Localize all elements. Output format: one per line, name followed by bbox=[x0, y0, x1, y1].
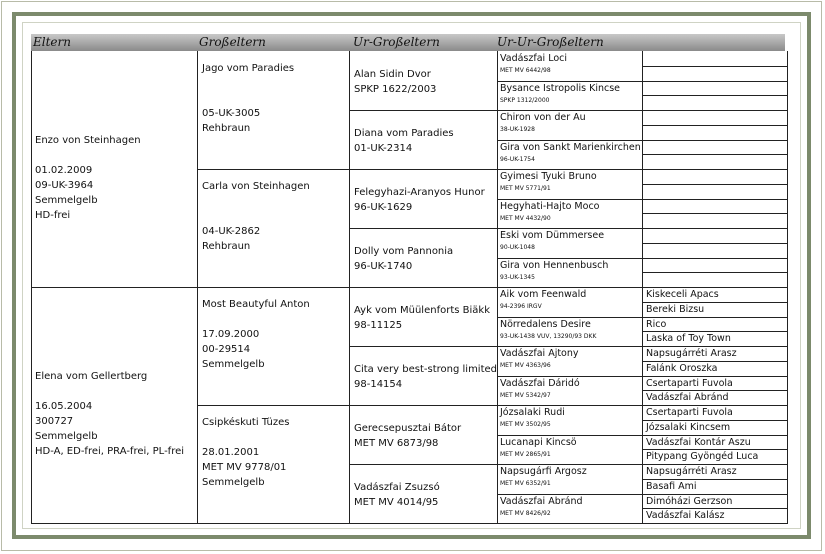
grid-line-row bbox=[497, 317, 788, 318]
great-grandparent-7-line: Gerecsepusztai Bátor bbox=[354, 423, 462, 434]
parent-1-line: 09-UK-3964 bbox=[35, 180, 94, 191]
parent-2-line: 300727 bbox=[35, 416, 74, 427]
grandparent-1-line: 05-UK-3005 bbox=[202, 108, 261, 119]
great-grandparent-6-line: Cita very best-strong limited bbox=[354, 364, 498, 375]
grid-line-subrow bbox=[642, 184, 788, 185]
grid-line-subrow bbox=[642, 243, 788, 244]
ggg-registration: 93-UK-1345 bbox=[500, 274, 535, 281]
parent-1-line: Semmelgelb bbox=[35, 195, 98, 206]
grandparent-2 bbox=[202, 179, 310, 254]
parent-1-line: HD-frei bbox=[35, 210, 71, 221]
header-grandparents: Großeltern bbox=[199, 35, 266, 49]
ggg-registration: 93-UK-1438 VUV, 13290/93 DKK bbox=[500, 333, 597, 340]
parent-2-line: HD-A, ED-frei, PRA-frei, PL-frei bbox=[35, 446, 185, 457]
great-grandparent-1-line: Alan Sidin Dvor bbox=[354, 69, 431, 80]
parent-2-line: Semmelgelb bbox=[35, 431, 98, 442]
ggg-name: Nörredalens Desire bbox=[500, 319, 591, 330]
grid-line-row bbox=[497, 140, 788, 141]
grandparent-1-line bbox=[202, 76, 294, 91]
ggg-registration: MET MV 4432/90 bbox=[500, 215, 551, 222]
grandparent-3 bbox=[202, 297, 310, 372]
grandparent-4 bbox=[202, 415, 290, 490]
ggg-registration: 96-UK-1754 bbox=[500, 156, 535, 163]
parent-1 bbox=[35, 133, 141, 223]
great-grandparent-6 bbox=[354, 362, 497, 392]
grid-line-subrow bbox=[642, 125, 788, 126]
grid-line-row bbox=[497, 258, 788, 259]
ggg-registration: 94-2396 IRGV bbox=[500, 303, 542, 310]
gen5-name: Pitypang Gyöngéd Luca bbox=[646, 451, 759, 462]
great-grandparent-5-line: 98-11125 bbox=[354, 320, 403, 331]
grid-line-row bbox=[497, 494, 788, 495]
grandparent-2-line: Carla von Steinhagen bbox=[202, 181, 310, 192]
grandparent-4-line bbox=[202, 430, 290, 445]
great-grandparent-7-line: MET MV 6873/98 bbox=[354, 438, 439, 449]
ggg-name: Gira von Hennenbusch bbox=[500, 260, 609, 271]
great-grandparent-4 bbox=[354, 244, 453, 274]
great-grandparent-4-line: Dolly vom Pannonia bbox=[354, 246, 454, 257]
gen5-name: Csertaparti Fuvola bbox=[646, 407, 733, 418]
ggg-registration: MET MV 6352/91 bbox=[500, 480, 551, 487]
great-grandparent-5-line: Ayk vom Müülenforts Biäkk bbox=[354, 305, 490, 316]
ggg-registration: MET MV 3502/95 bbox=[500, 421, 551, 428]
ggg-registration: MET MV 5342/97 bbox=[500, 392, 551, 399]
great-grandparent-2-line: Diana vom Paradies bbox=[354, 128, 454, 139]
great-grandparent-2 bbox=[354, 126, 454, 156]
ggg-name: Józsalaki Rudi bbox=[500, 407, 565, 418]
gen5-name: Napsugárréti Arasz bbox=[646, 348, 737, 359]
gen5-name: Laska of Toy Town bbox=[646, 333, 731, 344]
ggg-name: Vadászfai Abránd bbox=[500, 496, 583, 507]
grandparent-4-line: 28.01.2001 bbox=[202, 447, 260, 458]
great-grandparent-1 bbox=[354, 67, 436, 97]
grandparent-3-line: Semmelgelb bbox=[202, 359, 265, 370]
great-grandparent-4-line: 96-UK-1740 bbox=[354, 261, 413, 272]
gen5-name: Napsugárréti Arasz bbox=[646, 466, 737, 477]
grandparent-3-line: 17.09.2000 bbox=[202, 329, 260, 340]
grid-line-row bbox=[497, 199, 788, 200]
grid-line-subrow bbox=[642, 66, 788, 67]
parent-1-line bbox=[35, 148, 141, 163]
ggg-registration: MET MV 5771/91 bbox=[500, 185, 551, 192]
grid-line-subrow bbox=[642, 154, 788, 155]
ggg-name: Chiron von der Au bbox=[500, 112, 586, 123]
ggg-name: Hegyhati-Hajto Moco bbox=[500, 201, 600, 212]
gen5-name: Vadászfai Kontár Aszu bbox=[646, 437, 751, 448]
grandparent-2-line bbox=[202, 194, 310, 209]
grandparent-1 bbox=[202, 61, 294, 136]
ggg-registration: MET MV 8426/92 bbox=[500, 510, 551, 517]
grid-line-row bbox=[349, 110, 788, 111]
ggg-name: Lucanapi Kincsö bbox=[500, 437, 577, 448]
gen5-name: Kiskeceli Apacs bbox=[646, 289, 719, 300]
grandparent-2-line: Rehbraun bbox=[202, 241, 251, 252]
grandparent-3-line: 00-29514 bbox=[202, 344, 251, 355]
gen5-name: Vadászfai Kalász bbox=[646, 510, 725, 521]
gen5-name: Csertaparti Fuvola bbox=[646, 378, 733, 389]
great-grandparent-1-line: SPKP 1622/2003 bbox=[354, 84, 437, 95]
great-grandparent-8-line: MET MV 4014/95 bbox=[354, 497, 439, 508]
great-grandparent-8-line: Vadászfai Zsuzsó bbox=[354, 482, 440, 493]
great-grandparent-6-line: 98-14154 bbox=[354, 379, 403, 390]
pedigree-header-bar bbox=[31, 34, 785, 51]
grandparent-4-line: MET MV 9778/01 bbox=[202, 462, 287, 473]
great-grandparent-5 bbox=[354, 303, 490, 333]
header-great-great-grandparents: Ur-Ur-Großeltern bbox=[497, 35, 604, 49]
grid-line-row bbox=[197, 169, 788, 170]
grid-line-bottom bbox=[31, 523, 788, 524]
ggg-registration: 38-UK-1928 bbox=[500, 126, 535, 133]
great-grandparent-8 bbox=[354, 480, 440, 510]
ggg-registration: MET MV 4363/96 bbox=[500, 362, 551, 369]
ggg-registration: MET MV 2865/91 bbox=[500, 451, 551, 458]
ggg-registration: SPKP 1312/2000 bbox=[500, 97, 550, 104]
parent-2-line: Elena vom Gellertberg bbox=[35, 371, 148, 382]
gen5-name: Bereki Bizsu bbox=[646, 304, 705, 315]
ggg-name: Gira von Sankt Marienkirchen bbox=[500, 142, 641, 153]
grandparent-4-line: Semmelgelb bbox=[202, 477, 265, 488]
parent-2 bbox=[35, 369, 184, 459]
header-parents: Eltern bbox=[33, 35, 71, 49]
great-grandparent-3-line: 96-UK-1629 bbox=[354, 202, 413, 213]
parent-1-line: 01.02.2009 bbox=[35, 165, 93, 176]
grid-line-subrow bbox=[642, 213, 788, 214]
ggg-name: Gyimesi Tyuki Bruno bbox=[500, 171, 597, 182]
ggg-name: Aik vom Feenwald bbox=[500, 289, 587, 300]
grandparent-1-line: Rehbraun bbox=[202, 123, 251, 134]
grandparent-3-line: Most Beautyful Anton bbox=[202, 299, 310, 310]
ggg-name: Vadászfai Loci bbox=[500, 53, 567, 64]
great-grandparent-7 bbox=[354, 421, 461, 451]
grid-line-row bbox=[497, 376, 788, 377]
grid-line-subrow bbox=[642, 95, 788, 96]
header-great-grandparents: Ur-Großeltern bbox=[353, 35, 440, 49]
parent-2-line: 16.05.2004 bbox=[35, 401, 93, 412]
ggg-name: Vadászfai Ajtony bbox=[500, 348, 579, 359]
ggg-registration: MET MV 6442/98 bbox=[500, 67, 551, 74]
gen5-name: Basafi Ami bbox=[646, 481, 697, 492]
gen5-name: Józsalaki Kincsem bbox=[646, 422, 731, 433]
great-grandparent-2-line: 01-UK-2314 bbox=[354, 143, 413, 154]
gen5-name: Rico bbox=[646, 319, 667, 330]
gen5-name: Dimóházi Gerzson bbox=[646, 496, 733, 507]
grandparent-4-line: Csipkéskuti Tüzes bbox=[202, 417, 290, 428]
ggg-registration: 90-UK-1048 bbox=[500, 244, 535, 251]
parent-2-line bbox=[35, 384, 184, 399]
gen5-name: Falánk Oroszka bbox=[646, 363, 718, 374]
great-grandparent-3-line: Felegyhazi-Aranyos Hunor bbox=[354, 187, 485, 198]
great-grandparent-3 bbox=[354, 185, 485, 215]
ggg-name: Napsugárfi Argosz bbox=[500, 466, 587, 477]
grid-line-subrow bbox=[642, 272, 788, 273]
grandparent-2-line bbox=[202, 209, 310, 224]
grandparent-2-line: 04-UK-2862 bbox=[202, 226, 261, 237]
gen5-name: Vadászfai Abránd bbox=[646, 392, 729, 403]
grandparent-1-line: Jago vom Paradies bbox=[202, 63, 295, 74]
ggg-name: Bysance Istropolis Kincse bbox=[500, 83, 621, 94]
parent-1-line: Enzo von Steinhagen bbox=[35, 135, 141, 146]
grid-line-row bbox=[497, 81, 788, 82]
grandparent-1-line bbox=[202, 91, 294, 106]
ggg-name: Vadászfai Dáridó bbox=[500, 378, 580, 389]
ggg-name: Eski vom Dümmersee bbox=[500, 230, 605, 241]
grid-line-row bbox=[349, 228, 788, 229]
grandparent-3-line bbox=[202, 312, 310, 327]
